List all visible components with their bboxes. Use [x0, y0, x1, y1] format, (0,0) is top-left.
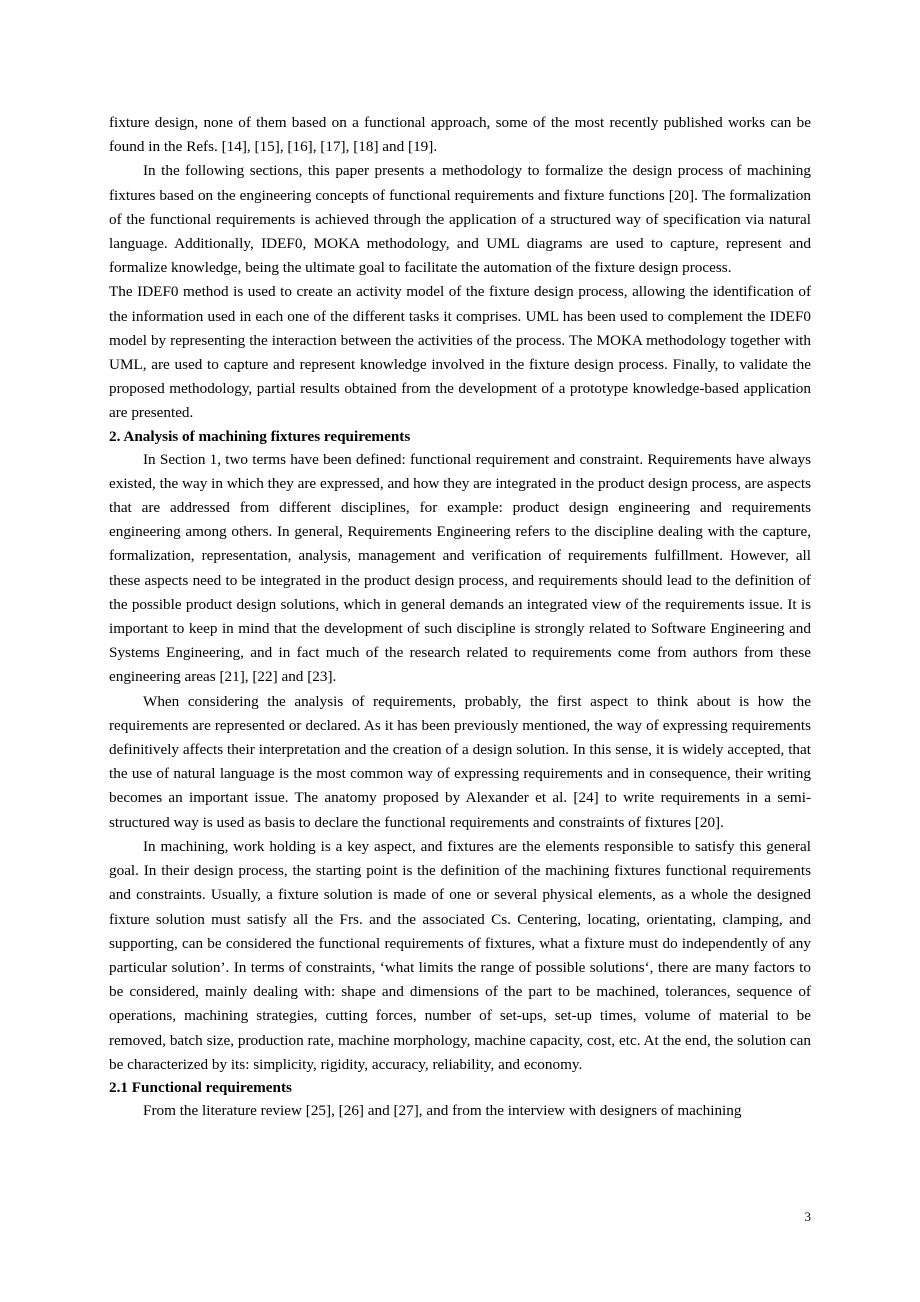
paragraph-idef0-method: The IDEF0 method is used to create an activity model of the fixture design process, allowing the identification of the information used in each one of the different tasks it comprises. UML has been used to complement the IDEF0 model by representing the interaction between the activities of the process. The MOKA methodology together with UML, are used to capture and represent knowledge involved in the fixture design process. Finally, to validate the proposed methodology, partial results obtained from the development of a prototype knowledge-based application are presented.	[109, 283, 811, 422]
paragraph-machining-fixtures: In machining, work holding is a key aspect, and fixtures are the elements responsible to satisfy this general goal. In their design process, the starting point is the definition of the machining fixtures functional requirements and constraints. Usually, a fixture solution is made of one or several physical elements, as a whole the designed fixture solution must satisfy all the Frs. and the associated Cs. Centering, locating, orientating, clamping, and supporting, can be considered the functional requirements of fixtures, what a fixture must do independently of any particular solution’. In terms of constraints, ‘what limits the range of possible solutions‘, there are many factors to be considered, mainly dealing with: shape and dimensions of the part to be machined, tolerances, sequence of operations, machining strategies, cutting forces, number of set-ups, set-up times, volume of material to be removed, batch size, production rate, machine morphology, machine capacity, cost, etc. At the end, the solution can be characterized by its: simplicity, rigidity, accuracy, reliability, and economy.	[109, 837, 811, 1073]
paragraph-methodology-intro: In the following sections, this paper presents a methodology to formalize the design process of machining fixtures based on the engineering concepts of functional requirements and fixture functions [20]. The formalization of the functional requirements is achieved through the application of a structured way of specification via natural language. Additionally, IDEF0, MOKA methodology, and UML diagrams are used to capture, represent and formalize knowledge, being the ultimate goal to facilitate the automation of the fixture design process.	[109, 162, 811, 277]
paragraph-requirements-representation: When considering the analysis of requirements, probably, the first aspect to think about is how the requirements are represented or declared. As it has been previously mentioned, the way of expressing requirements definitively affects their interpretation and the creation of a design solution. In this sense, it is widely accepted, that the use of natural language is the most common way of expressing requirements and in consequence, their writing becomes an important issue. The anatomy proposed by Alexander et al. [24] to write requirements in a semi-structured way is used as basis to declare the functional requirements and constraints of fixtures [20].	[109, 692, 811, 831]
page-body	[109, 111, 811, 1123]
subsection-heading-functional-requirements: 2.1 Functional requirements	[109, 1078, 292, 1096]
section-heading-analysis: 2. Analysis of machining fixtures requirements	[109, 427, 411, 445]
paragraph-refs-continuation: fixture design, none of them based on a functional approach, some of the most recently published works can be found in the Refs. [14], [15], [16], [17], [18] and [19].	[109, 114, 811, 156]
paragraph-literature-review: From the literature review [25], [26] and [27], and from the interview with designers of machining	[143, 1101, 742, 1119]
paragraph-requirements-engineering: In Section 1, two terms have been defined: functional requirement and constraint. Requirements have always existed, the way in which they are expressed, and how they are integrated in the product design process, are aspects that are addressed from different disciplines, for example: product design engineering and requirements engineering among others. In general, Requirements Engineering refers to the discipline dealing with the capture, formalization, representation, analysis, management and verification of requirements fulfillment. However, all these aspects need to be integrated in the product design process, and requirements should lead to the definition of the possible product design solutions, which in general demands an integrated view of the requirements issue. It is important to keep in mind that the development of such discipline is strongly related to Software Engineering and Systems Engineering, and in fact much of the research related to requirements come from authors from these engineering areas [21], [22] and [23].	[109, 450, 811, 686]
page-number: 3	[804, 1209, 811, 1224]
